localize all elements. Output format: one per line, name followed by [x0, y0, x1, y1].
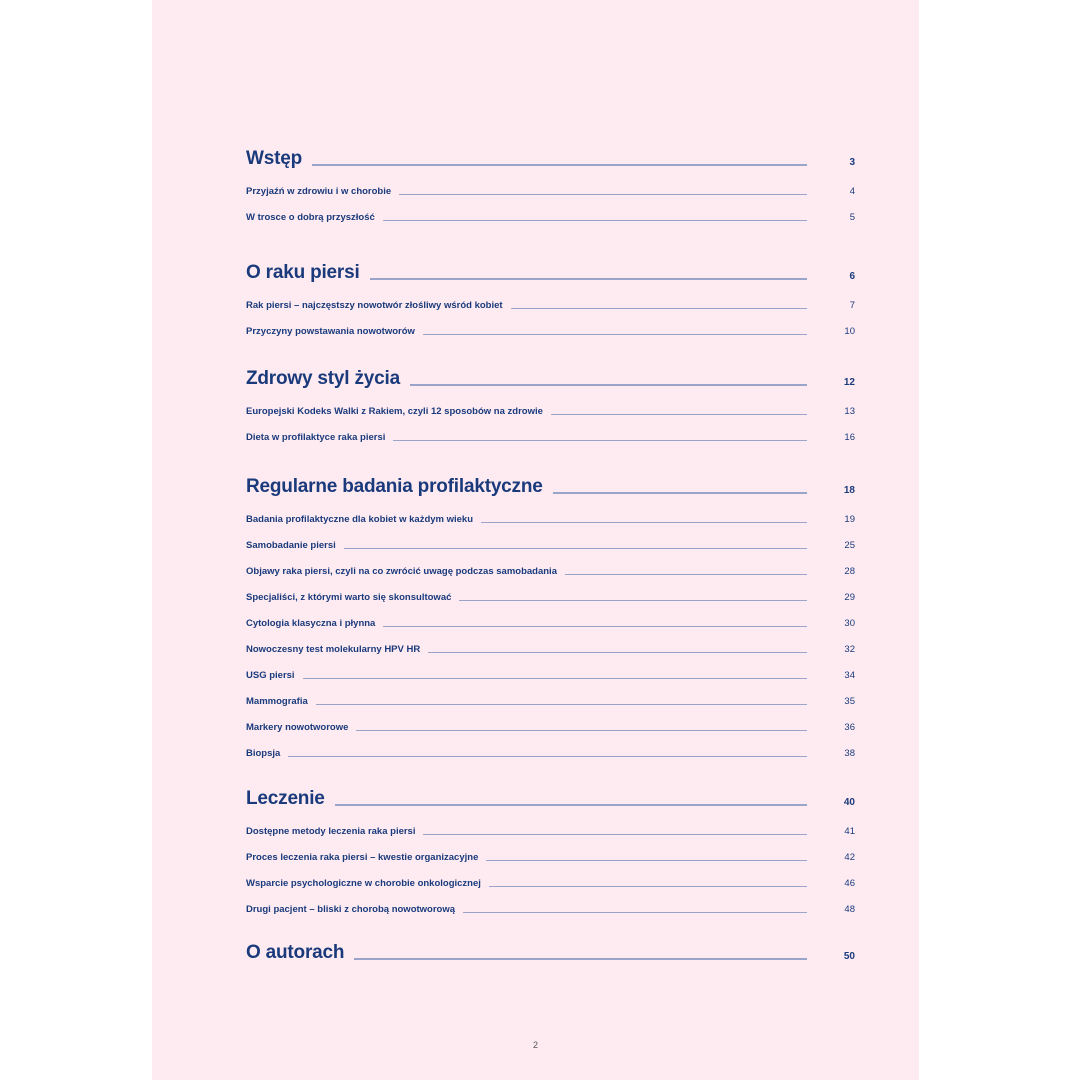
toc-item-entry[interactable] — [246, 748, 855, 759]
page-number: 2 — [532, 1040, 538, 1050]
toc-item-entry[interactable] — [246, 670, 855, 681]
toc-item-page: 34 — [844, 670, 855, 681]
toc-item-entry[interactable] — [246, 644, 855, 655]
dot-leader — [303, 678, 807, 679]
toc-item-entry[interactable] — [246, 186, 855, 197]
toc-item-title: Specjaliści, z którymi warto się skonsultować — [246, 592, 452, 603]
toc-item-page: 7 — [849, 300, 855, 311]
toc-item-entry[interactable] — [246, 514, 855, 525]
dot-leader — [393, 440, 807, 441]
toc-item-entry[interactable] — [246, 540, 855, 551]
toc-item-entry[interactable] — [246, 878, 855, 889]
toc-item-page: 25 — [844, 540, 855, 551]
toc-section-page: 12 — [843, 377, 855, 388]
dot-leader — [565, 574, 807, 575]
toc-item-title: Przyczyny powstawania nowotworów — [246, 326, 415, 337]
toc-item-page: 29 — [844, 592, 855, 603]
toc-section-page: 18 — [843, 485, 855, 496]
toc-section-page: 50 — [843, 951, 855, 962]
dot-leader — [354, 958, 807, 960]
toc-item-title: Proces leczenia raka piersi – kwestie organizacyjne — [246, 852, 479, 863]
toc-item-page: 42 — [844, 852, 855, 863]
toc-item-page: 48 — [844, 904, 855, 915]
toc-section-title: Zdrowy styl życia — [246, 368, 400, 389]
toc-item-entry[interactable] — [246, 722, 855, 733]
toc-item-title: Biopsja — [246, 748, 281, 759]
dot-leader — [489, 886, 807, 887]
toc-item-page: 4 — [849, 186, 855, 197]
dot-leader — [370, 278, 807, 280]
toc-item-entry[interactable] — [246, 852, 855, 863]
toc-section-title: Wstęp — [246, 148, 303, 169]
toc-item-page: 10 — [844, 326, 855, 337]
toc-item-entry[interactable] — [246, 904, 855, 915]
dot-leader — [399, 194, 807, 195]
dot-leader — [551, 414, 807, 415]
toc-section-entry[interactable] — [246, 262, 855, 284]
toc-item-title: Markery nowotworowe — [246, 722, 349, 733]
toc-item-entry[interactable] — [246, 432, 855, 443]
toc-item-page: 36 — [844, 722, 855, 733]
dot-leader — [423, 334, 807, 335]
toc-item-page: 13 — [844, 406, 855, 417]
dot-leader — [335, 804, 807, 806]
toc-item-page: 41 — [844, 826, 855, 837]
toc-item-title: Mammografia — [246, 696, 308, 707]
toc-item-entry[interactable] — [246, 566, 855, 577]
toc-section-title: O raku piersi — [246, 262, 360, 283]
dot-leader — [481, 522, 807, 523]
toc-item-title: Objawy raka piersi, czyli na co zwrócić uwagę podczas samobadania — [246, 566, 557, 577]
toc-section-entry[interactable] — [246, 788, 855, 810]
toc-item-title: Wsparcie psychologiczne w chorobie onkologicznej — [246, 878, 481, 889]
dot-leader — [312, 164, 807, 166]
toc-item-title: Cytologia klasyczna i płynna — [246, 618, 376, 629]
toc-item-title: W trosce o dobrą przyszłość — [246, 212, 375, 223]
toc-section-entry[interactable] — [246, 148, 855, 170]
toc-item-entry[interactable] — [246, 406, 855, 417]
toc-item-title: Drugi pacjent – bliski z chorobą nowotworową — [246, 904, 456, 915]
toc-item-page: 19 — [844, 514, 855, 525]
toc-section-entry[interactable] — [246, 476, 855, 498]
dot-leader — [423, 834, 807, 835]
toc-item-page: 32 — [844, 644, 855, 655]
dot-leader — [553, 492, 807, 494]
dot-leader — [486, 860, 807, 861]
toc-item-page: 5 — [849, 212, 855, 223]
toc-item-page: 30 — [844, 618, 855, 629]
dot-leader — [459, 600, 807, 601]
dot-leader — [383, 220, 807, 221]
toc-item-page: 16 — [844, 432, 855, 443]
toc-item-title: Badania profilaktyczne dla kobiet w każdym wieku — [246, 514, 474, 525]
toc-item-title: Samobadanie piersi — [246, 540, 336, 551]
dot-leader — [383, 626, 807, 627]
dot-leader — [511, 308, 807, 309]
toc-item-title: Dostępne metody leczenia raka piersi — [246, 826, 416, 837]
toc-item-title: USG piersi — [246, 670, 295, 681]
dot-leader — [463, 912, 807, 913]
toc-item-entry[interactable] — [246, 826, 855, 837]
toc-item-page: 38 — [844, 748, 855, 759]
toc-section-title: Leczenie — [246, 788, 325, 809]
toc-item-title: Przyjaźń w zdrowiu i w chorobie — [246, 186, 392, 197]
dot-leader — [288, 756, 807, 757]
toc-section-entry[interactable] — [246, 368, 855, 390]
dot-leader — [356, 730, 807, 731]
toc-section-title: O autorach — [246, 942, 345, 963]
dot-leader — [344, 548, 807, 549]
toc-section-page: 6 — [849, 271, 855, 282]
toc-item-title: Nowoczesny test molekularny HPV HR — [246, 644, 421, 655]
dot-leader — [428, 652, 807, 653]
dot-leader — [316, 704, 807, 705]
toc-item-title: Dieta w profilaktyce raka piersi — [246, 432, 386, 443]
toc-item-entry[interactable] — [246, 326, 855, 337]
toc-item-page: 46 — [844, 878, 855, 889]
toc-item-entry[interactable] — [246, 696, 855, 707]
toc-item-entry[interactable] — [246, 592, 855, 603]
toc-section-page: 3 — [849, 157, 855, 168]
toc-item-title: Europejski Kodeks Walki z Rakiem, czyli 12 sposobów na zdrowie — [246, 406, 543, 417]
toc-item-entry[interactable] — [246, 300, 855, 311]
dot-leader — [410, 384, 807, 386]
toc-section-title: Regularne badania profilaktyczne — [246, 476, 543, 497]
document-page — [152, 0, 919, 1080]
toc-item-entry[interactable] — [246, 212, 855, 223]
toc-item-entry[interactable] — [246, 618, 855, 629]
toc-item-page: 35 — [844, 696, 855, 707]
toc-section-page: 40 — [843, 797, 855, 808]
toc-item-title: Rak piersi – najczęstszy nowotwór złośliwy wśród kobiet — [246, 300, 503, 311]
toc-item-page: 28 — [844, 566, 855, 577]
toc-section-entry[interactable] — [246, 942, 855, 964]
